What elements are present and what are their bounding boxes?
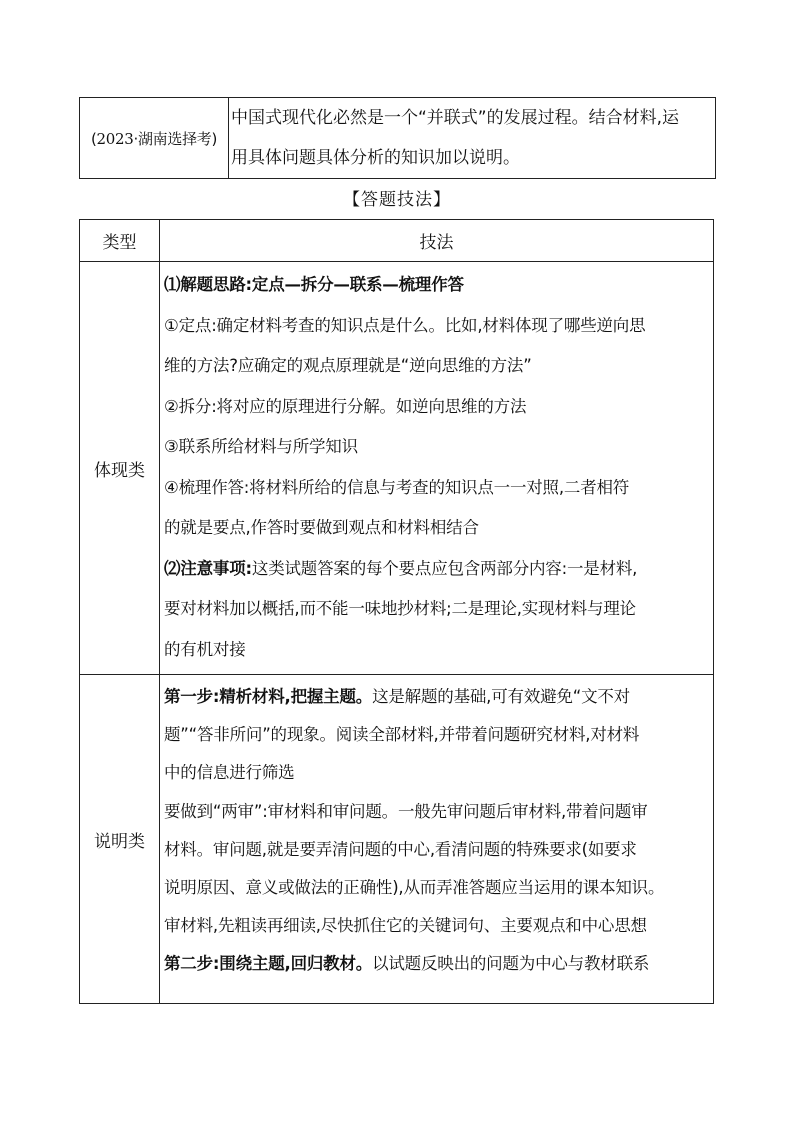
content-line: 要对材料加以概括,而不能一味地抄材料;二是理论,实现材料与理论: [164, 599, 636, 618]
content-line: 的就是要点,作答时要做到观点和材料相结合: [164, 518, 479, 537]
question-table: [79, 97, 716, 179]
table-row: [80, 262, 714, 675]
source-exam: ·湖南选择考: [133, 129, 212, 148]
content-line: 的有机对接: [164, 639, 246, 659]
method-table: [79, 219, 714, 1004]
step1-label: 第一步:精析材料,把握主题。: [164, 687, 373, 706]
question-source: (2023·湖南选择考): [80, 98, 229, 179]
step1-text: 这是解题的基础,可有效避免“文不对: [372, 687, 630, 706]
header-type: 类型: [80, 220, 160, 262]
row-type-label: 体现类: [80, 262, 160, 675]
content-line: [164, 549, 710, 590]
row-type-label: 说明类: [80, 675, 160, 1004]
question-row: [80, 98, 716, 179]
step2-label: 第二步:围绕主题,回归教材。: [164, 954, 373, 974]
row-content: [160, 675, 714, 1004]
question-line-1: 中国式现代化必然是一个“并联式”的发展过程。结合材料,运: [231, 108, 680, 128]
content-line: 要做到“两审”:审材料和审问题。一般先审问题后审材料,带着问题审: [164, 801, 648, 821]
question-text: [229, 98, 716, 179]
content-line: 题”“答非所问”的现象。阅读全部材料,并带着问题研究材料,对材料: [164, 725, 640, 745]
content-line: 审材料,先粗读再细读,尽快抓住它的关键词句、主要观点和中心思想: [164, 916, 647, 936]
content-line: ⑴解题思路:定点—拆分—联系—梳理作答: [164, 275, 464, 294]
content-line: ①定点:确定材料考查的知识点是什么。比如,材料体现了哪些逆向思: [164, 315, 646, 335]
content-line: ④梳理作答:将材料所给的信息与考查的知识点一一对照,二者相符: [164, 477, 630, 497]
table-row: [80, 675, 714, 1004]
note-text: 这类试题答案的每个要点应包含两部分内容:一是材料,: [251, 558, 638, 578]
content-line: ②拆分:将对应的原理进行分解。如逆向思维的方法: [164, 396, 527, 416]
row-content: [160, 262, 714, 675]
content-line: [164, 945, 710, 983]
step2-text: 以试题反映出的问题为中心与教材联系: [372, 954, 650, 974]
content-line: 材料。审问题,就是要弄清问题的中心,看清问题的特殊要求(如要求: [164, 839, 637, 859]
content-line: [164, 678, 710, 716]
source-year: 2023: [96, 129, 134, 148]
content-line: 维的方法?应确定的观点原理就是“逆向思维的方法”: [164, 356, 532, 375]
question-line-2: 用具体问题具体分析的知识加以说明。: [231, 148, 520, 168]
header-method: 技法: [160, 220, 714, 262]
method-table-header: [80, 220, 714, 262]
content-line: 说明原因、意义或做法的正确性),从而弄准答题应当运用的课本知识。: [164, 878, 665, 898]
note-label: ⑵注意事项:: [164, 558, 252, 578]
content-line: ③联系所给材料与所学知识: [164, 437, 358, 456]
content-line: 中的信息进行筛选: [164, 763, 295, 783]
section-heading: 【答题技法】: [343, 190, 451, 210]
